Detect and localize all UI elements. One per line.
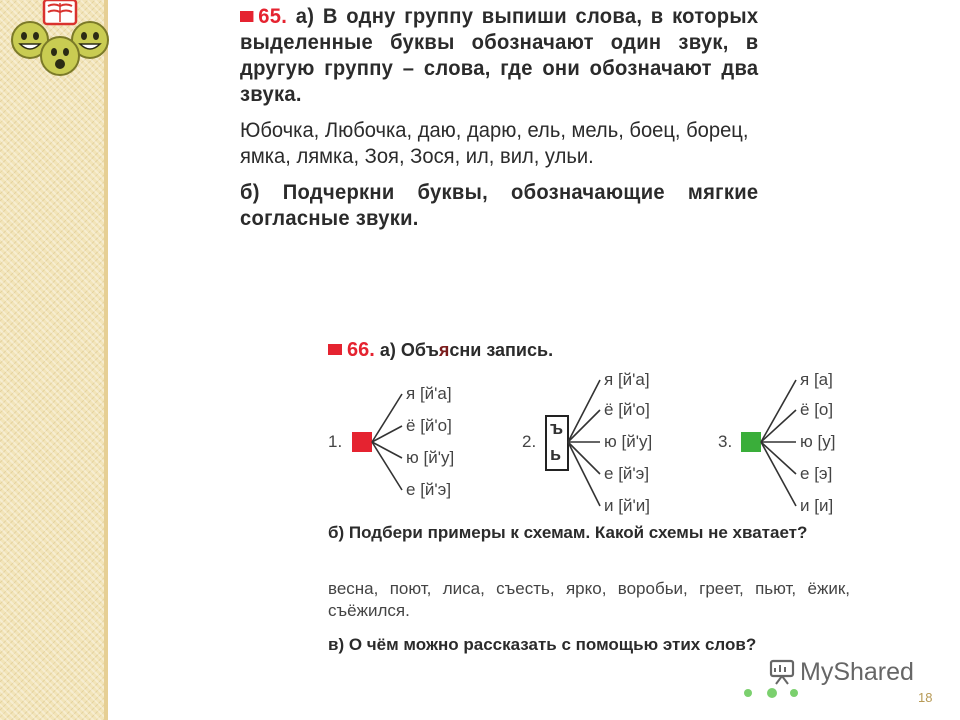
scheme-2-row: ё [й'о] [604,400,650,419]
smiley-book-logo [4,0,110,80]
scheme-1-row: я [й'а] [406,384,452,403]
scheme-1-row: ё [й'о] [406,416,452,435]
ex66-task-c [328,634,850,656]
scheme-1-red-square [352,432,372,452]
sidebar-edge [104,0,108,720]
ex66-task-a [328,338,850,362]
ex66-b-text: Подбери примеры к схемам. Какой схемы не хватает? [348,523,808,542]
scheme-2-row: я [й'а] [604,370,650,389]
ex66-word-list: весна, поют, лиса, съесть, ярко, воробьи, греет, пьют, ёжик, съёжился. [328,579,850,620]
ex66-task-b [328,522,850,544]
scheme-2-row: и [й'и] [604,496,650,515]
scheme-2-row: е [й'э] [604,464,650,483]
red-marker [240,11,253,22]
scheme-1-row: ю [й'у] [406,448,455,467]
scheme-3-row: ё [о] [800,400,834,419]
ex66-b-marker: б) [328,523,345,542]
scheme-3-green-square [741,432,761,452]
letter-sound-schemes [328,366,850,526]
ex66-a-text: Объясни запись. [400,340,554,360]
scheme-1-label: 1. [328,432,343,451]
scheme-1-row: е [й'э] [406,480,452,499]
sidebar-pattern [0,0,104,720]
ex66-c-marker: в) [328,635,345,654]
myshared-brand[interactable] [768,658,914,687]
scheme-3-row: ю [у] [800,432,836,451]
red-marker [328,344,342,355]
scheme-2-row: ю [й'у] [604,432,653,451]
exercise-66 [328,338,850,654]
exercise-65 [240,4,780,232]
page-number: 18 [918,690,933,705]
ex66-a-marker: а) [379,340,396,360]
hard-sign: ъ [550,418,564,438]
ex65-task-a [240,4,758,108]
ex66-number: 66. [347,339,375,361]
scheme-2-label: 2. [522,432,537,451]
ex65-b-marker: б) [240,181,260,204]
scheme-3-row: е [э] [800,464,833,483]
soft-sign: ь [550,444,562,464]
ex65-a-marker: а) [295,5,315,28]
ex65-a-text: В одну группу выпиши слова, в которых выделенные буквы обозначают один звук, в другую группу – слова, где они обозначают два звука. [240,5,759,106]
ex66-c-text: О чём можно рассказать с помощью этих слов? [348,635,757,654]
brand-name: MyShared [800,658,914,686]
ex65-word-list: Юбочка, Любочка, даю, дарю, ель, мель, боец, борец, ямка, лямка, Зоя, Зося, ил, вил, ульи. [240,119,749,168]
scheme-3-row: и [и] [800,496,834,515]
scheme-3-label: 3. [718,432,733,451]
presentation-board-icon [768,659,796,685]
scheme-3-row: я [а] [800,370,833,389]
ex65-number: 65. [258,5,288,28]
ex65-b-text: Подчеркни буквы, обозначающие мягкие согласные звуки. [240,181,759,230]
ex65-task-b [240,180,758,232]
